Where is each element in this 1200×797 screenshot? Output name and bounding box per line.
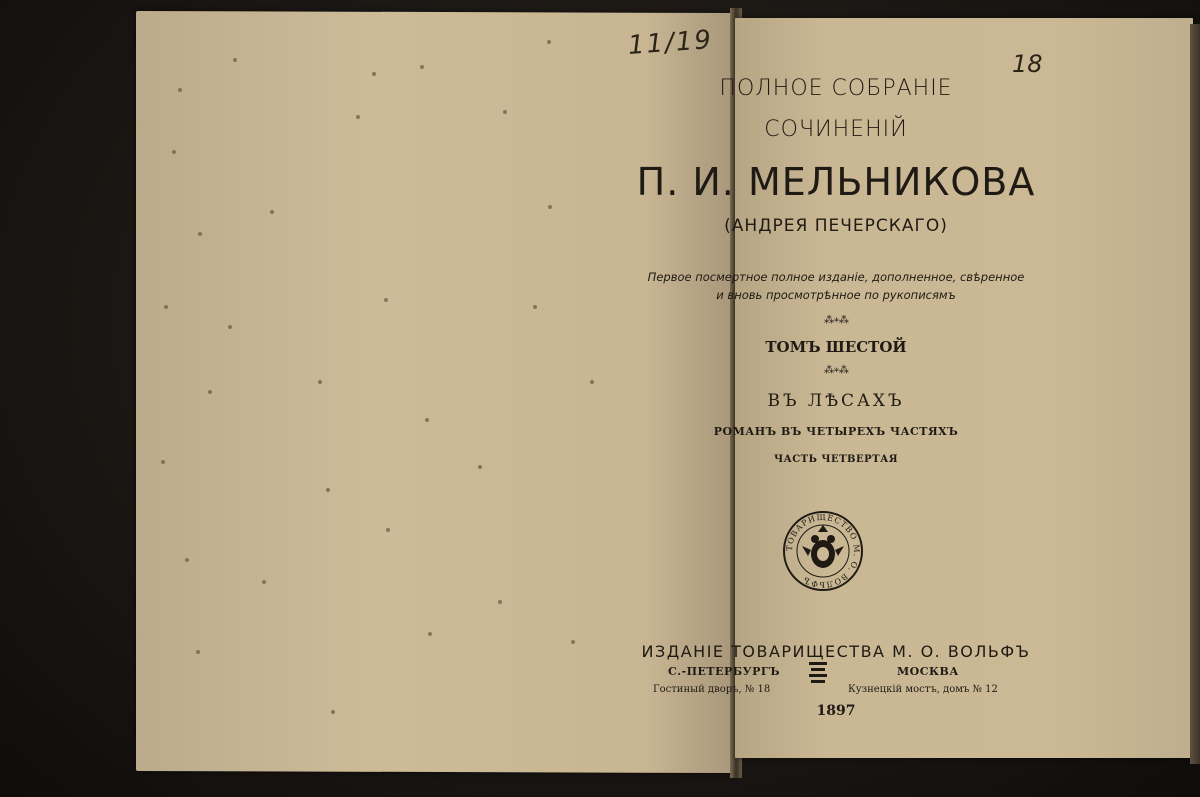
edition-note-line-2: и вновь просмотрѣнное по рукописямъ bbox=[716, 288, 956, 302]
collection-title: ПОЛНОЕ СОБРАНІЕ bbox=[719, 76, 953, 101]
publisher-seal bbox=[782, 510, 864, 592]
collection-subtitle: СОЧИНЕНІЙ bbox=[764, 117, 908, 142]
address-st-petersburg: Гостиный дворъ, № 18 bbox=[653, 684, 771, 695]
ornament-divider: ⁂∗⁂ bbox=[824, 365, 848, 376]
city-st-petersburg: С.-ПЕТЕРБУРГЪ bbox=[668, 665, 780, 678]
double-eagle-icon bbox=[802, 525, 844, 568]
seal-text: ТОВАРИЩЕСТВО М. О. ВОЛЬФЪ bbox=[784, 512, 862, 590]
handwritten-number: 18 bbox=[1012, 50, 1043, 78]
volume-label: ТОМЪ ШЕСТОЙ bbox=[765, 338, 907, 356]
edition-note-line-1: Первое посмертное полное изданіе, дополненное, свѣренное bbox=[647, 270, 1025, 284]
work-subtitle: РОМАНЪ ВЪ ЧЕТЫРЕХЪ ЧАСТЯХЪ bbox=[713, 425, 959, 438]
ornament-divider: ⁂∗⁂ bbox=[824, 315, 848, 326]
publisher-name: ИЗДАНІЕ ТОВАРИЩЕСТВА М. О. ВОЛЬФЪ bbox=[641, 642, 1031, 661]
handwritten-inventory-number: 11/19 bbox=[627, 25, 714, 61]
author-name: П. И. МЕЛЬНИКОВА bbox=[636, 160, 1036, 204]
publication-year: 1897 bbox=[816, 703, 856, 719]
part-label: ЧАСТЬ ЧЕТВЕРТАЯ bbox=[773, 454, 899, 465]
city-moscow: МОСКВА bbox=[897, 665, 959, 678]
address-moscow: Кузнецкій мостъ, домъ № 12 bbox=[848, 684, 998, 695]
page-edges bbox=[1190, 24, 1200, 764]
publisher-mark-icon bbox=[807, 660, 829, 688]
edition-note bbox=[607, 268, 1065, 304]
work-title: ВЪ ЛѢСАХЪ bbox=[767, 391, 905, 411]
author-pseudonym: (АНДРЕЯ ПЕЧЕРСКАГО) bbox=[724, 216, 948, 236]
